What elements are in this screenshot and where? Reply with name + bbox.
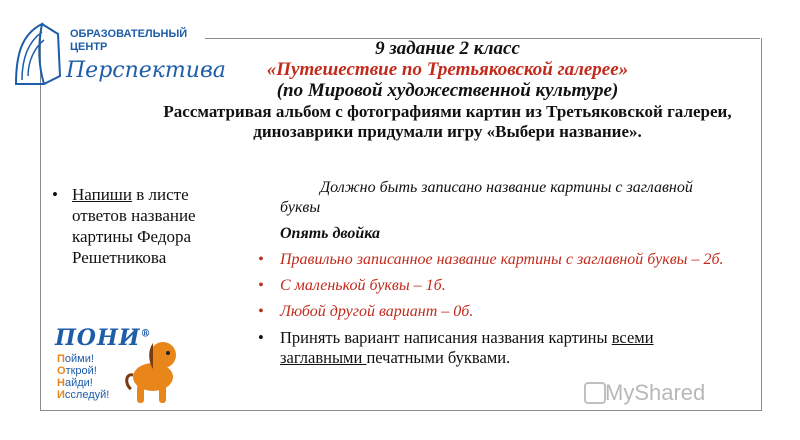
painting-title: Опять двойка (280, 225, 380, 242)
criteria-item: • С маленькой буквы – 1б. (258, 277, 446, 294)
criteria-item: • Любой другой вариант – 0б. (258, 303, 474, 320)
pony-line-text: сследуй! (64, 389, 110, 401)
criteria-item-text: С маленькой буквы – 1б. (280, 277, 446, 294)
registered-mark: ® (140, 328, 152, 340)
task-title: 9 задание 2 класс (375, 38, 520, 59)
instruction-block (52, 184, 222, 268)
pony-line: Найди! (57, 377, 93, 389)
watermark-icon (584, 382, 606, 404)
subject-title: (по Мировой художественной культуре) (276, 80, 619, 101)
logo-line2: ЦЕНТР (70, 41, 108, 53)
criteria-intro (256, 178, 726, 218)
criteria-block (256, 178, 726, 368)
criteria-item-text: Любой другой вариант – 0б. (280, 303, 474, 320)
bullet: • (52, 185, 58, 204)
pony-line: Открой! (57, 365, 97, 377)
criteria-item: • Правильно записанное название картины с заглавной буквы – 2б. (258, 251, 724, 268)
criteria-note-a: Принять вариант написания названия картины (280, 328, 612, 347)
pony-line: Исследуй! (57, 389, 110, 401)
instruction-rest: в листе ответов название картины Федора Решетникова (72, 185, 196, 267)
instruction-verb: Напиши (72, 185, 132, 204)
topic-title: «Путешествие по Третьяковской галерее» (266, 59, 629, 80)
instruction-text (52, 184, 222, 268)
pony-slogan (57, 353, 109, 401)
slide-header (150, 38, 745, 142)
criteria-item-text: Правильно записанное название картины с заглавной буквы – 2б. (280, 251, 724, 268)
pony-line: Пойми! (57, 353, 94, 365)
pony-icon (123, 333, 185, 407)
criteria-note-b: печатными буквами. (366, 348, 511, 367)
pony-logo (55, 325, 190, 407)
pony-line-text: ойми! (64, 353, 94, 365)
task-description: Рассматривая альбом с фотографиями картин из Третьяковской галереи, динозаврики придумали игру «Выбери название». (163, 102, 732, 141)
criteria-note: • Принять вариант написания названия картины всеми заглавными печатными буквами. (258, 328, 654, 367)
book-icon (8, 14, 68, 94)
criteria-note-underlined: всеми заглавными (280, 328, 654, 367)
pony-title-text: ПОНИ (55, 325, 141, 351)
watermark: MyShared (605, 380, 706, 405)
logo-line1: ОБРАЗОВАТЕЛЬНЫЙ (70, 28, 188, 40)
pony-line-text: айди! (64, 377, 93, 389)
pony-line-text: ткрой! (65, 365, 97, 377)
logo-script: Перспектива (66, 58, 226, 83)
criteria-intro-text: Должно быть записано название картины с заглавной буквы (280, 179, 693, 216)
